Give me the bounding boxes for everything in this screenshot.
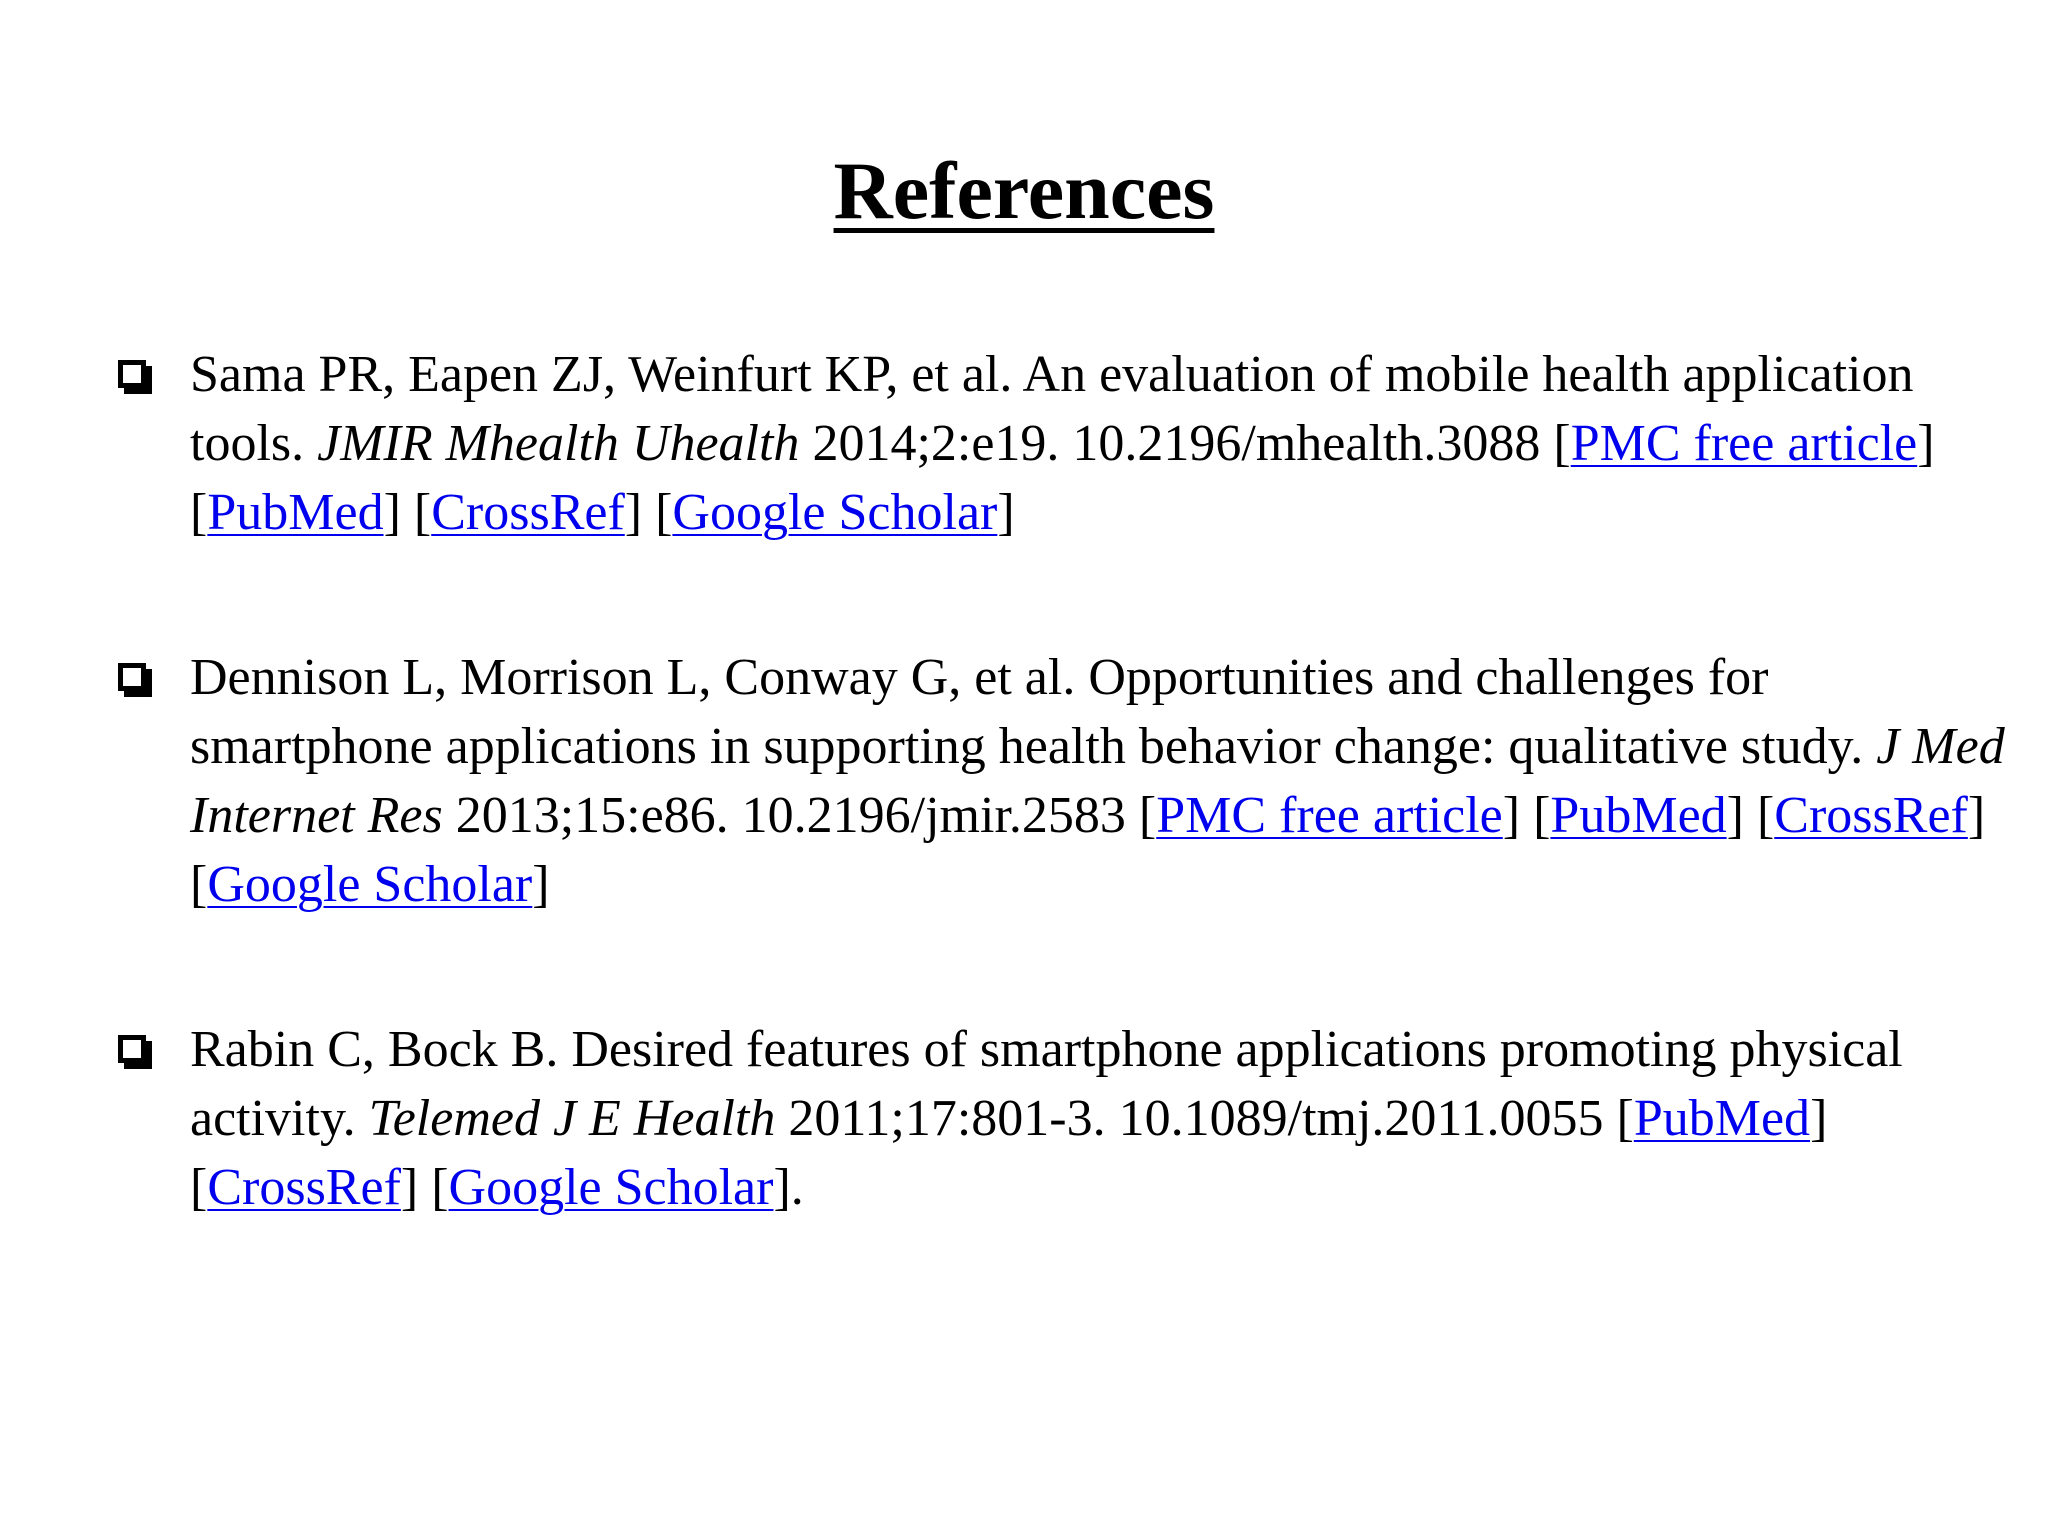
reference-details: 2013;15:e86. 10.2196/jmir.2583 [442,787,1139,844]
reference-text: Sama PR, Eapen ZJ, Weinfurt KP, et al. An evaluation of mobile health application tools. [190,346,1914,472]
reference-details: 2011;17:801-3. 10.1089/tmj.2011.0055 [775,1090,1617,1147]
page-title-text: References [833,145,1215,236]
journal-name: JMIR Mhealth Uhealth [317,415,800,472]
pubmed-link[interactable]: PubMed [1550,787,1727,844]
checkbox-bullet-icon [118,1035,146,1063]
reference-text: Dennison L, Morrison L, Conway G, et al. Opportunities and challenges for smartphone applications in supporting health behavior change: qualitative study. [190,649,1877,775]
reference-item: Sama PR, Eapen ZJ, Weinfurt KP, et al. An evaluation of mobile health application tools. JMIR Mhealth Uhealth 2014;2:e19. 10.2196/mhealth.3088 [PMC free article] [PubMed] [CrossRef] [Google Scholar] [110,340,2010,547]
pmc-free-article-link[interactable]: PMC free article [1156,787,1503,844]
journal-name: Telemed J E Health [368,1090,776,1147]
pmc-free-article-link[interactable]: PMC free article [1570,415,1918,472]
checkbox-bullet-icon [118,663,146,691]
reference-suffix: . [790,1159,804,1216]
google-scholar-link[interactable]: Google Scholar [672,484,998,541]
reference-item: Rabin C, Bock B. Desired features of smartphone applications promoting physical activity. Telemed J E Health 2011;17:801-3. 10.1089/tmj.2011.0055 [PubMed] [CrossRef] [Google Scholar]. [110,1015,2010,1222]
page-title [0,145,2048,236]
checkbox-bullet-icon [118,360,146,388]
reference-text: Rabin C, Bock B. Desired features of smartphone applications promoting physical activity. [190,1021,1903,1147]
reference-details: 2014;2:e19. 10.2196/mhealth.3088 [799,415,1554,472]
reference-item: Dennison L, Morrison L, Conway G, et al. Opportunities and challenges for smartphone applications in supporting health behavior change: qualitative study. J Med Internet Res 2013;15:e86. 10.2196/jmir.2583 [PMC free article] [PubMed] [CrossRef] [Google Scholar] [110,643,2010,919]
crossref-link[interactable]: CrossRef [207,1159,401,1216]
crossref-link[interactable]: CrossRef [1774,787,1968,844]
google-scholar-link[interactable]: Google Scholar [207,856,533,913]
pubmed-link[interactable]: PubMed [1633,1090,1811,1147]
reference-list [110,340,2010,1318]
google-scholar-link[interactable]: Google Scholar [448,1159,774,1216]
pubmed-link[interactable]: PubMed [207,484,384,541]
crossref-link[interactable]: CrossRef [431,484,625,541]
journal-name: J Med Internet Res [190,718,2005,844]
